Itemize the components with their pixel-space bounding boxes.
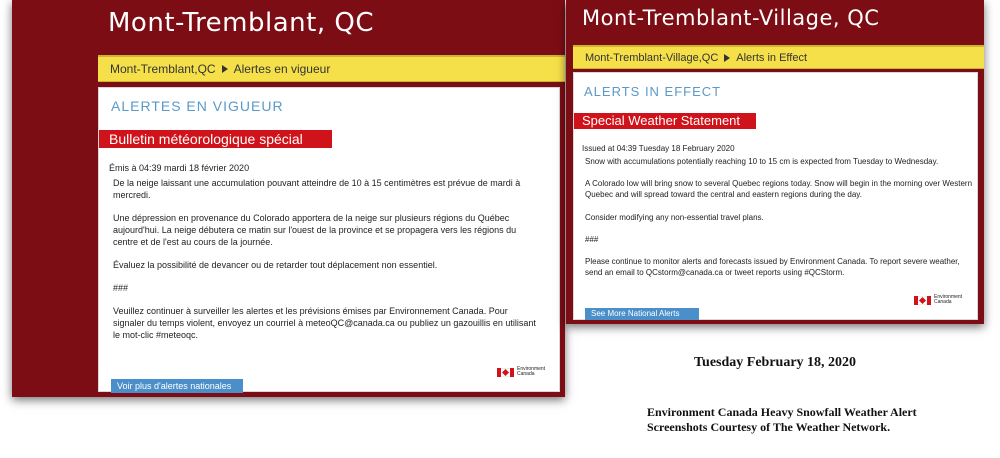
alert-paragraph: Évaluez la possibilité de devancer ou de retarder tout déplacement non essentiel.: [113, 260, 438, 270]
alert-paragraph: Veuillez continuer à surveiller les alertes et les prévisions émises par Environnement Canada. Pour signaler du temps violent, envoyez un courriel à meteoQC@canada.ca ou publiez un gazouillis en utilisant le mot-clic #meteoqc.: [113, 306, 536, 340]
breadcrumb: [98, 55, 565, 82]
caption-date: Tuesday February 18, 2020: [694, 355, 857, 370]
alert-paragraph: ###: [113, 283, 129, 293]
breadcrumb-arrow-icon: [222, 65, 228, 73]
bulletin-title-ribbon: Special Weather Statement: [574, 113, 756, 129]
alert-body: [585, 156, 973, 289]
logo-text-line2: Canada: [934, 299, 952, 305]
more-national-alerts-button[interactable]: See More National Alerts: [585, 308, 699, 320]
breadcrumb-current-page: Alerts in Effect: [736, 51, 807, 64]
caption-line-1: Environment Canada Heavy Snowfall Weather Alert: [647, 405, 917, 419]
section-title: ALERTES EN VIGUEUR: [111, 98, 284, 114]
alert-paragraph: Snow with accumulations potentially reaching 10 to 15 cm is expected from Tuesday to Wednesday.: [585, 157, 939, 166]
issued-timestamp: Issued at 04:39 Tuesday 18 February 2020: [582, 144, 735, 153]
alert-paragraph: Please continue to monitor alerts and forecasts issued by Environment Canada. To report severe weather, send an email to QCstorm@canada.ca or tweet reports using #QCStorm.: [585, 257, 960, 278]
canada-flag-icon: [914, 296, 931, 305]
city-title: Mont-Tremblant-Village, QC: [582, 6, 880, 30]
french-alert-screenshot: [12, 0, 565, 397]
alert-content-box: [98, 87, 560, 392]
logo-text-line1: Environment: [934, 294, 963, 300]
alert-paragraph: A Colorado low will bring snow to several Quebec regions today. Snow will begin in the morning over Western Quebec and will spread toward the central and eastern regions during the day.: [585, 179, 973, 200]
alert-paragraph: Consider modifying any non-essential travel plans.: [585, 212, 764, 222]
logo-text-line2: Canada: [517, 371, 535, 377]
alert-content-box: [573, 72, 978, 320]
breadcrumb-location-link[interactable]: Mont-Tremblant,QC: [110, 62, 216, 76]
canada-flag-icon: [497, 368, 514, 377]
breadcrumb-current-page: Alertes en vigueur: [233, 62, 331, 76]
issued-timestamp: Émis à 04:39 mardi 18 février 2020: [109, 163, 250, 173]
city-title: Mont-Tremblant, QC: [108, 8, 374, 38]
alert-paragraph: Une dépression en provenance du Colorado apportera de la neige sur plusieurs régions du Québec aujourd'hui. La neige débutera ce matin sur l'ouest de la province et se propagera vers les régions du centre et de l'est au cours de la journée.: [113, 213, 517, 247]
bulletin-title-ribbon: Bulletin météorologique spécial: [99, 130, 332, 148]
breadcrumb-location-link[interactable]: Mont-Tremblant-Village,QC: [585, 51, 719, 64]
environment-canada-logo: [497, 367, 545, 377]
alert-paragraph: ###: [585, 234, 599, 244]
logo-text-line1: Environment: [517, 366, 546, 372]
more-national-alerts-button[interactable]: Voir plus d'alertes nationales: [111, 379, 243, 393]
alert-body: [113, 177, 541, 352]
alert-paragraph: De la neige laissant une accumulation pouvant atteindre de 10 à 15 centimètres est prévue de mardi à mercredi.: [113, 178, 521, 200]
environment-canada-logo: [914, 295, 962, 305]
breadcrumb: [573, 45, 984, 69]
breadcrumb-arrow-icon: [724, 54, 730, 62]
english-alert-screenshot: [566, 0, 984, 324]
caption-line-2: Screenshots Courtesy of The Weather Network.: [647, 420, 891, 434]
section-title: ALERTS IN EFFECT: [584, 84, 722, 99]
